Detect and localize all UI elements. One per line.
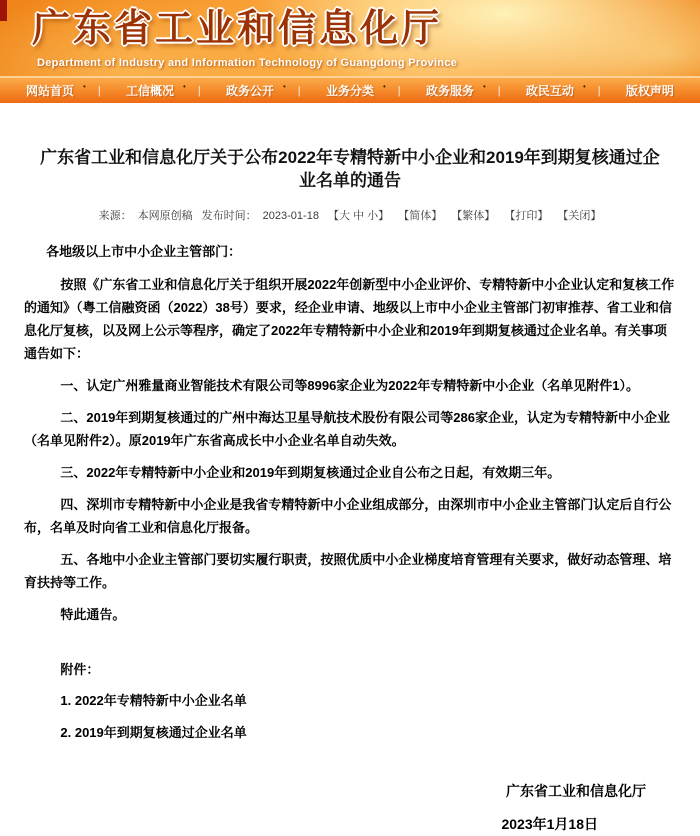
nav-label: 政民互动 <box>525 84 574 98</box>
nav-label: 网站首页 <box>26 84 75 98</box>
paragraph-closing: 特此通告。 <box>60 607 126 622</box>
nav-divider: | <box>597 84 601 97</box>
site-logo-title[interactable]: 广东省工业和信息化厅 <box>32 8 443 50</box>
nav-divider: | <box>497 84 501 97</box>
nav-divider: | <box>97 84 101 97</box>
nav-bullet-icon: • <box>582 82 586 91</box>
main-nav <box>0 76 700 103</box>
signature-issuer: 广东省工业和信息化厅 <box>506 783 646 799</box>
paragraph-intro: 按照《广东省工业和信息化厅关于组织开展2022年创新型中小企业评价、专精特新中小企业认定和复核工作的通知》（粤工信融资函（2022）38号）要求，经企业申请、地级以上市中小企业主管部门初审推荐、省工业和信息化厅复核，以及网上公示等程序，确定了2022年专精特新中小企业和2019年到期复核通过企业名单。有关事项通告如下： <box>24 277 675 361</box>
paragraph-item-3: 三、2022年专精特新中小企业和2019年到期复核通过企业自公布之日起，有效期三年。 <box>60 465 561 480</box>
nav-item-gov-affairs[interactable] <box>226 82 301 99</box>
nav-bullet-icon: • <box>282 82 286 91</box>
attachments-label: 附件： <box>60 662 100 677</box>
site-banner <box>0 0 700 76</box>
nav-label: 业务分类 <box>325 84 374 98</box>
nav-divider: | <box>297 84 301 97</box>
meta-source-value: 本网原创稿 <box>137 210 193 222</box>
nav-bullet-icon: • <box>83 82 86 91</box>
paragraph-item-5: 五、各地中小企业主管部门要切实履行职责，按照优质中小企业梯度培育管理有关要求，做好动态管理、培育扶持等工作。 <box>24 552 672 590</box>
nav-label: 版权声明 <box>625 84 674 98</box>
nav-divider: | <box>397 84 401 97</box>
article-title: 广东省工业和信息化厅关于公布2022年专精特新中小企业和2019年到期复核通过企业名单的通告 <box>40 148 660 190</box>
article-content <box>0 146 700 836</box>
meta-publish-label: 发布时间： <box>201 210 257 222</box>
nav-bullet-icon: • <box>482 82 486 91</box>
nav-item-interaction[interactable] <box>526 82 601 99</box>
nav-item-business[interactable] <box>326 82 401 99</box>
font-size-control[interactable]: 【大 中 小】 <box>328 210 390 222</box>
article-body <box>24 240 676 836</box>
attachment-link-2[interactable]: 2. 2019年到期复核通过企业名单 <box>60 725 247 740</box>
paragraph-item-1: 一、认定广州雅量商业智能技术有限公司等8996家企业为2022年专精特新中小企业（名单见附件1）。 <box>60 378 639 393</box>
salutation: 各地级以上市中小企业主管部门： <box>46 244 242 259</box>
signature-date: 2023年1月18日 <box>501 816 598 832</box>
nav-item-copyright[interactable] <box>626 82 674 99</box>
traditional-chinese-button[interactable]: 【繁体】 <box>451 210 496 222</box>
nav-item-overview[interactable] <box>126 82 201 99</box>
paragraph-item-2: 二、2019年到期复核通过的广州中海达卫星导航技术股份有限公司等286家企业，认定为专精特新中小企业（名单见附件2）。原2019年广东省高成长中小企业名单自动失效。 <box>24 410 671 448</box>
nav-item-home[interactable] <box>26 82 101 99</box>
meta-publish-date: 2023-01-18 <box>262 210 319 222</box>
nav-label: 政务公开 <box>225 84 274 98</box>
banner-corner-decoration <box>0 0 7 21</box>
nav-label: 政务服务 <box>425 84 474 98</box>
close-button[interactable]: 【关闭】 <box>557 210 602 222</box>
nav-bullet-icon: • <box>183 82 186 91</box>
nav-item-services[interactable] <box>426 82 501 99</box>
nav-bullet-icon: • <box>382 82 386 91</box>
nav-divider: | <box>197 84 201 97</box>
attachment-link-1[interactable]: 1. 2022年专精特新中小企业名单 <box>60 693 247 708</box>
nav-label: 工信概况 <box>125 84 174 98</box>
paragraph-item-4: 四、深圳市专精特新中小企业是我省专精特新中小企业组成部分，由深圳市中小企业主管部门认定后自行公布，名单及时向省工业和信息化厅报备。 <box>24 497 672 535</box>
attachments-section <box>24 658 676 746</box>
meta-source-label: 来源： <box>98 210 132 222</box>
simplified-chinese-button[interactable]: 【简体】 <box>398 210 443 222</box>
site-logo-subtitle-en: Department of Industry and Information Technology of Guangdong Province <box>37 57 458 69</box>
print-button[interactable]: 【打印】 <box>504 210 549 222</box>
article-meta-bar <box>24 207 676 223</box>
